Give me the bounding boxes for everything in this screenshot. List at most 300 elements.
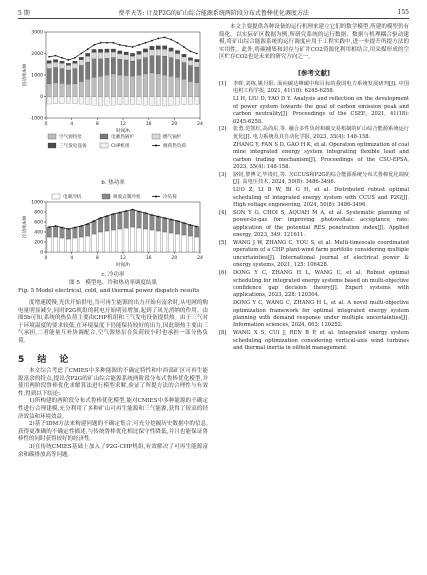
bar-segment (105, 97, 109, 106)
legend-label: 电蓄热锅炉 (111, 135, 134, 140)
load-point (164, 217, 166, 219)
x-tick-label: 4 (70, 122, 74, 127)
x-tick-label: 20 (171, 122, 178, 127)
legend-label: 冷负荷 (163, 195, 177, 200)
bar-segment (66, 70, 70, 84)
heat-power-svg (18, 26, 208, 176)
section-title: 结 论 (37, 355, 71, 365)
reference-number (219, 187, 233, 209)
x-tick-label: 8 (95, 122, 99, 127)
reference-item (219, 270, 409, 300)
reference-item (219, 172, 409, 187)
bar-segment (47, 227, 51, 237)
bar-segment (137, 212, 141, 229)
bar-segment (162, 97, 166, 106)
bar-segment (85, 79, 89, 96)
x-tick-label: 16 (145, 122, 152, 127)
bar-segment (79, 57, 83, 60)
load-point (112, 213, 114, 215)
figure-caption-en: Fig. 5 Model electrical, cold, and thermal power dispatch results (18, 288, 200, 294)
bar-segment (79, 237, 83, 252)
right-column (219, 24, 409, 353)
bar-segment (73, 69, 77, 84)
y-tick-label: 600 (34, 220, 43, 226)
bar-segment (60, 61, 64, 63)
bar-segment (111, 97, 115, 106)
reference-item (219, 126, 409, 141)
running-title: 费孝天等: 计及P2G的矿山综合能源系统两阶段分布式鲁棒优化调度方法 (118, 9, 309, 17)
x-tick-label: 24 (197, 122, 203, 127)
bar-segment (156, 46, 160, 49)
x-axis-label: 时间/h (116, 263, 130, 268)
y-tick-label: 0 (40, 250, 43, 256)
bar-segment (111, 230, 115, 252)
bar-segment (156, 49, 160, 55)
bar-segment (162, 49, 166, 56)
bar-segment (85, 224, 89, 236)
bar-segment (60, 228, 64, 239)
bar-segment (118, 59, 122, 75)
reference-item (219, 96, 409, 126)
legend-label: 空气源热泵 (59, 135, 82, 140)
legend-swatch (100, 143, 108, 148)
bar-segment (182, 57, 186, 63)
bar-segment (182, 235, 186, 252)
bar-segment (85, 97, 89, 105)
bar-segment (105, 75, 109, 97)
bar-segment (150, 73, 154, 97)
reference-number: [6] (219, 270, 227, 277)
section-heading (18, 352, 70, 365)
x-axis-label: 时间/h (116, 129, 130, 134)
bar-segment (182, 97, 186, 105)
legend-swatch (52, 194, 60, 199)
bar-segment (53, 67, 57, 82)
references-title: [参考文献] (298, 68, 330, 77)
x-tick-label: 24 (197, 256, 203, 261)
legend-swatch (152, 134, 160, 139)
bar-segment (118, 54, 122, 59)
bar-segment (79, 226, 83, 237)
load-point (177, 220, 179, 222)
bar-segment (188, 81, 192, 96)
bar-segment (92, 97, 96, 106)
bar-segment (143, 213, 147, 229)
legend-marker (155, 145, 157, 147)
conclusion-body (18, 368, 208, 459)
bar-segment (53, 60, 57, 63)
bar-segment (175, 60, 179, 78)
bar-segment (182, 54, 186, 57)
bar-segment (47, 97, 51, 105)
bar-segment (73, 97, 77, 104)
load-point (189, 224, 191, 226)
bar-segment (85, 56, 89, 62)
bar-segment (124, 60, 128, 75)
bar-segment (98, 232, 102, 252)
bar-segment (195, 237, 199, 252)
paragraph: 3)在传统CMIES基础上加入了P2G-CHP机组,有效解决了可再生能源富余和碳排放高等问题。 (18, 443, 208, 458)
load-point (55, 55, 57, 57)
bar-segment (79, 81, 83, 96)
load-point (61, 57, 63, 59)
bar-segment (124, 228, 128, 252)
bar-segment (53, 62, 57, 67)
bar-segment (130, 61, 134, 76)
bar-segment (175, 77, 179, 96)
reference-number (219, 300, 233, 330)
bar-segment (60, 238, 64, 252)
paragraph: 本文主要提供各种设备的运行机理来建立它们的数学模型,所建的模型仍有简化。以实际矿区数据为例,所研究系统的运行数据、数据与机理耦合驱动建模,将矿山综合能源系统的运行调度应用于工程实践中,进一步提升所提方法的实用性。此外,将碳捕集和封存与矿井CO2资源化利用相结合,用采煤形成的空区贮存CO2也是未来的研究方向之一。 (219, 24, 409, 61)
bar-segment (79, 60, 83, 66)
bar-segment (98, 97, 102, 106)
bar-segment (175, 54, 179, 60)
bar-segment (188, 58, 192, 61)
bar-segment (137, 228, 141, 252)
bar-segment (169, 51, 173, 57)
bar-segment (150, 230, 154, 252)
bar-segment (118, 229, 122, 252)
bar-segment (182, 63, 186, 80)
load-point (132, 46, 134, 48)
bar-segment (169, 58, 173, 76)
reference-text: WANG J W, ZHANG C, YOU S, et al. Multi-timescale coordinated operation of a CHP plant-wind farm portfolio considering multiple uncertainties[J]. International journal of electrical power & energy systems, 2021, 125: 106428. (233, 240, 409, 269)
x-tick-label: 16 (145, 256, 152, 261)
bar-segment (124, 211, 128, 228)
load-point (106, 215, 108, 217)
bar-segment (85, 53, 89, 56)
reference-item (219, 187, 409, 209)
load-point (164, 36, 166, 38)
reference-number (219, 142, 233, 172)
bar-segment (53, 226, 57, 237)
load-point (125, 45, 127, 47)
bar-segment (60, 69, 64, 84)
load-point (170, 39, 172, 41)
reference-item (219, 240, 409, 270)
load-point (74, 57, 76, 59)
load-point (132, 209, 134, 211)
bar-segment (169, 220, 173, 234)
reference-list (219, 81, 409, 353)
legend-swatch (48, 143, 56, 148)
load-point (80, 53, 82, 55)
bar-segment (47, 63, 51, 68)
bar-segment (53, 237, 57, 252)
load-point (68, 59, 70, 61)
load-point (170, 219, 172, 221)
bar-segment (195, 67, 199, 82)
load-point (157, 216, 159, 218)
bar-segment (118, 75, 122, 97)
reference-text: SON Y G, CHOI S, AQUAH M A, et al. Systematic planning of power-to-gas for improving photovoltaic acceptance rate: application of the potential RES penetration index[J]. Applied energy, 2023, 349: 121611. (233, 209, 409, 239)
reference-item (219, 300, 409, 330)
figure-caption: 图 5 模型电、冷和热功率调度结果 (69, 280, 157, 286)
load-point (189, 50, 191, 52)
subcaption-cold: c. 冷功率 (101, 272, 125, 278)
legend-label: 源荷热负荷 (163, 144, 186, 149)
bar-segment (98, 49, 102, 52)
x-tick-label: 0 (44, 122, 48, 127)
bar-segment (143, 49, 147, 52)
bar-segment (111, 52, 115, 58)
bar-segment (169, 97, 173, 106)
bar-segment (66, 63, 70, 65)
y-tick-label: 1000 (31, 73, 43, 79)
y-tick-label: 800 (34, 210, 43, 216)
left-body (18, 300, 208, 346)
bar-segment (130, 53, 134, 56)
bar-segment (130, 97, 134, 105)
paragraph: 1)所构建的两阶段分布式鲁棒优化模型,能对CMIES中多种能源的不确定性进行合理建模,充分利用了多种矿山可再生能源和三气能源,获得了较高的经济效益和环境效益。 (18, 398, 208, 420)
bar-segment (60, 97, 64, 104)
load-point (119, 44, 121, 46)
load-point (157, 38, 159, 40)
bar-segment (156, 217, 160, 232)
bar-segment (73, 84, 77, 97)
load-point (48, 226, 50, 228)
x-tick-label: 4 (70, 256, 74, 261)
bar-segment (195, 227, 199, 238)
bar-segment (47, 237, 51, 252)
bar-segment (195, 62, 199, 67)
y-tick-label: 3000 (31, 30, 43, 36)
bar-segment (73, 61, 77, 63)
bar-segment (124, 55, 128, 60)
bar-segment (92, 77, 96, 96)
bar-segment (98, 218, 102, 232)
load-point (93, 220, 95, 222)
bar-segment (79, 97, 83, 105)
x-tick-label: 12 (120, 256, 126, 261)
bar-segment (47, 69, 51, 84)
bar-segment (111, 49, 115, 52)
bar-segment (105, 52, 109, 58)
reference-number: [5] (219, 240, 227, 246)
bar-segment (137, 97, 141, 105)
reference-item (219, 142, 409, 172)
bar-segment (188, 66, 192, 82)
bar-segment (111, 58, 115, 74)
load-point (138, 211, 140, 213)
load-point (151, 214, 153, 216)
load-point (87, 223, 89, 225)
bar-segment (111, 214, 115, 230)
reference-number (219, 96, 233, 126)
bar-segment (105, 231, 109, 252)
load-point (177, 42, 179, 44)
bar-segment (130, 56, 134, 61)
reference-text: DONG Y C, WANG C, ZHANG H L, et al. A novel multi-objective optimization framework for optimal integrated energy system planning with demand response under multiple uncertainties[J]. Information sciences, 2024, 663: 120252. (233, 300, 409, 329)
bar-segment (188, 60, 192, 65)
paragraph: 本文综合考虑了CMIES中多种能源的不确定特性和中西部矿区可再生能源富余的特点,提出含P2G的矿山综合能源系统两阶段分布式鲁棒优化模型,并使用两阶段鲁棒优化求解算法进行模型求解,验证了所提方法的合理性与有效性,得到以下结论: (18, 368, 208, 397)
bar-segment (79, 65, 83, 81)
bar-segment (53, 83, 57, 97)
bar-segment (124, 52, 128, 55)
bar-segment (98, 52, 102, 58)
bar-segment (150, 46, 154, 49)
bar-segment (124, 97, 128, 105)
reference-text: DONG Y C, ZHANG H L, WANG C, et al. Robust optimal scheduling for integrated energy systems based on multi-objective confidence gap decision theory[J]. Expert systems with applications, 2023, 228: 120304. (233, 270, 409, 299)
load-point (68, 228, 70, 230)
x-tick-label: 12 (120, 122, 126, 127)
x-tick-label: 20 (171, 256, 178, 261)
bar-segment (195, 97, 199, 105)
reference-item (219, 81, 409, 96)
bar-segment (98, 59, 102, 76)
bar-segment (66, 97, 70, 104)
load-point (151, 40, 153, 42)
reference-item (219, 330, 409, 352)
load-point (196, 226, 198, 228)
load-point (138, 44, 140, 46)
bar-segment (92, 52, 96, 58)
bar-segment (169, 48, 173, 51)
reference-text: 骆钊,黎博文,毕贵红,等. 含CCUS和P2G的综合能源系统分布式鲁棒优化调度[J]. 高电压技术, 2024, 50(8): 3486-3496. (233, 171, 409, 186)
load-point (55, 225, 57, 227)
bar-segment (66, 65, 70, 70)
bar-segment (66, 229, 70, 239)
section-number: 5 (18, 355, 27, 365)
load-point (119, 212, 121, 214)
bar-segment (162, 75, 166, 97)
load-point (196, 53, 198, 55)
bar-segment (143, 97, 147, 106)
bar-segment (156, 56, 160, 74)
bar-segment (105, 216, 109, 231)
legend-label: 燃气锅炉 (163, 135, 182, 140)
bar-segment (169, 233, 173, 252)
load-point (145, 212, 147, 214)
bar-segment (150, 50, 154, 56)
reference-number: [3] (219, 171, 227, 178)
bar-segment (66, 84, 70, 96)
legend-swatch (102, 194, 110, 199)
bar-segment (130, 227, 134, 252)
bar-segment (47, 84, 51, 97)
chart-heat-power (18, 26, 208, 176)
legend-label: CHP机组 (111, 144, 130, 149)
load-point (80, 225, 82, 227)
bar-segment (111, 74, 115, 97)
bar-segment (156, 231, 160, 252)
bar-segment (182, 79, 186, 96)
bar-segment (105, 49, 109, 52)
y-tick-label: 2000 (31, 52, 43, 57)
reference-text: WANG X S, CUI J, REN B P, et al. Integrated energy system scheduling optimization considering vertical-axis wind turbines and thermal inertia in oilfield management (233, 330, 409, 352)
bar-segment (98, 76, 102, 96)
bar-segment (118, 51, 122, 54)
bar-segment (92, 234, 96, 252)
y-tick-label: 200 (34, 240, 43, 246)
bar-segment (92, 221, 96, 234)
y-axis-label: 冷功率/kW (23, 215, 28, 239)
reference-text: LI H, LIU D, YAO D Y. Analysis and reflection on the development of power system towards the goal of carbon emission peak and carbon neutrality[J]. Proceedings of the CSEE, 2021, 41(18): 6245-6258. (233, 96, 409, 125)
bar-segment (137, 51, 141, 54)
chart-cold-power (18, 188, 208, 268)
bar-segment (130, 210, 134, 228)
y-tick-label: 1000 (31, 200, 43, 206)
bar-segment (156, 74, 160, 97)
bar-segment (137, 54, 141, 59)
bar-segment (188, 236, 192, 252)
legend-label: 电制冷机 (63, 195, 82, 200)
legend-label: 吸收式制冷机 (113, 195, 141, 200)
bar-segment (162, 46, 166, 49)
reference-text: LUO Z, LI B W, BI G H, et al. Distributed robust optimal scheduling of integrated energy system with CCUS and P2G[J]. High voltage engineering, 2024, 50(8): 3486-3496. (233, 187, 409, 208)
bar-segment (60, 63, 64, 68)
bar-segment (188, 225, 192, 236)
bar-segment (60, 83, 64, 96)
load-point (100, 42, 102, 44)
load-point (183, 222, 185, 224)
x-tick-label: 8 (95, 256, 99, 261)
subcaption-heat: b. 热功率 (101, 180, 125, 186)
load-point (106, 42, 108, 44)
paragraph: 2)基于IDM方法来构建问题的不确定集合,可充分挖掘历史数据中的信息,获得更准确的不确定性描述,与传统鲁棒优化相比保守性降低,并且也能保证鲁棒性的同时获得较好的经济性。 (18, 421, 208, 443)
bar-segment (162, 218, 166, 232)
bar-segment (150, 215, 154, 230)
bar-segment (143, 52, 147, 58)
reference-text: 张勇,范凯红,高尚东,等. 融合多性负荷和碳交易机制的矿山综合能源系统运行优化[J]. 电力系统及其自动化学报, 2023, 35(4): 148-158. (233, 126, 409, 140)
cold-power-svg (18, 188, 208, 268)
bar-segment (169, 76, 173, 96)
bar-segment (92, 59, 96, 77)
load-point (125, 210, 127, 212)
y-axis-label: 热功率/kW (23, 63, 28, 87)
load-point (183, 46, 185, 48)
y-tick-label: 0 (40, 95, 43, 100)
load-point (145, 42, 147, 44)
bar-segment (150, 56, 154, 73)
reference-number: [1] (219, 80, 227, 87)
reference-item (219, 210, 409, 240)
bar-segment (105, 58, 109, 75)
bar-segment (73, 238, 77, 252)
bar-segment (162, 232, 166, 252)
bar-segment (92, 49, 96, 52)
legend-marker (155, 196, 157, 198)
bar-segment (53, 97, 57, 104)
bar-segment (73, 63, 77, 68)
bar-segment (175, 50, 179, 53)
paragraph: 度增速缓慢,光伏开始供电,当可再生能源的出力开始有富余时,从电网的购电量明显减少,同时P2G机组的耗电开始明显增加,起到了风光消纳的作用。由图5b可知,系统的热负荷主要由CHP机组和三气发电设备提供热。由于三气对于环境温度的要求较低,在环境温度下仍能保持较好的出力,因此制热主要由三气承担,二者能量互补协调配合,空气源热泵在负荷较小时也承担一部分热负荷。 (18, 300, 208, 344)
load-point (61, 227, 63, 229)
bar-segment (85, 236, 89, 252)
bar-segment (137, 60, 141, 75)
bar-segment (130, 76, 134, 96)
bar-segment (73, 228, 77, 239)
bar-segment (188, 97, 192, 105)
y-tick-label: -1000 (29, 116, 43, 122)
load-point (100, 217, 102, 219)
load-point (112, 42, 114, 44)
bar-segment (175, 221, 179, 234)
issue-number: 5 期 (18, 9, 30, 17)
bar-segment (175, 97, 179, 106)
bar-segment (150, 97, 154, 106)
x-tick-label: 0 (44, 256, 48, 261)
bar-segment (175, 234, 179, 252)
legend-swatch (48, 134, 56, 139)
reference-text: ZHANG Y, FAN S D, GAO H K, et al. Operation optimization of coal mine integrated energy system integrating flexible load and carbon trading mechanism[J]. Proceedings of the CSU-EPSA, 2023, 35(4): 148-158. (233, 141, 409, 170)
bar-segment (47, 61, 51, 64)
bar-segment (182, 223, 186, 235)
bar-segment (156, 97, 160, 106)
bar-segment (118, 213, 122, 230)
bar-segment (162, 56, 166, 75)
reference-text: 李晖,刘栋,姚丹阳. 面向碳达峰碳中和目标的我国电力系统发展研判[J]. 中国电机工程学报, 2021, 41(18): 6245-6258. (233, 80, 409, 95)
